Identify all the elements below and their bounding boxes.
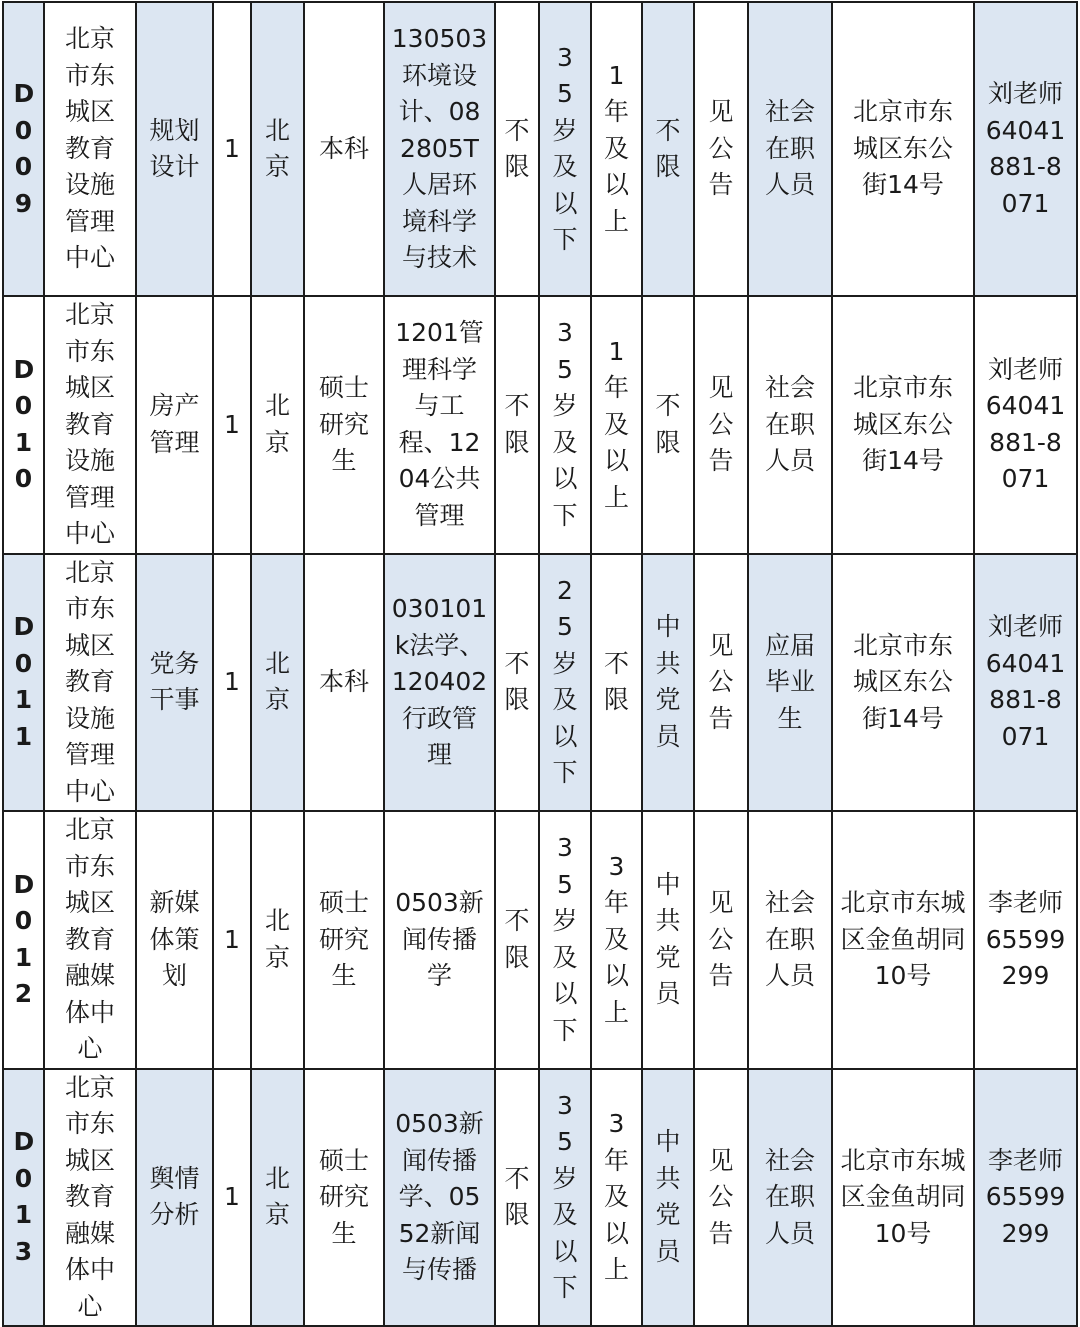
age-cell: 25岁及以下 bbox=[552, 575, 578, 788]
contact-cell: 刘老师64041881-8071 bbox=[985, 79, 1066, 218]
position-name-cell: 新媒体策划 bbox=[149, 888, 200, 990]
position-name-cell: 舆情分析 bbox=[149, 1163, 200, 1230]
experience-cell: 3年及以上 bbox=[603, 1109, 629, 1284]
experience-cell: 1年及以上 bbox=[603, 60, 629, 236]
gender-cell: 不限 bbox=[504, 115, 530, 181]
applicant-source-cell: 社会在职人员 bbox=[764, 373, 815, 475]
education-cell: 本科 bbox=[318, 133, 369, 163]
political-status-cell: 不限 bbox=[655, 115, 681, 181]
education-cell: 本科 bbox=[318, 667, 369, 696]
political-status-cell: 中共党员 bbox=[655, 612, 681, 751]
position-code-cell: D011 bbox=[13, 612, 35, 751]
position-name-cell: 党务干事 bbox=[149, 648, 200, 715]
education-cell: 硕士研究生 bbox=[318, 1145, 369, 1248]
experience-cell: 不限 bbox=[603, 648, 629, 715]
address-cell: 北京市东城区金鱼胡同10号 bbox=[840, 888, 966, 990]
gender-cell: 不限 bbox=[504, 648, 530, 715]
address-cell: 北京市东城区东公街14号 bbox=[852, 373, 953, 475]
other-requirements-cell: 见公告 bbox=[708, 888, 734, 990]
other-requirements-cell: 见公告 bbox=[708, 1145, 734, 1248]
education-cell: 硕士研究生 bbox=[318, 373, 369, 475]
major-cell: 030101k法学、120402行政管理 bbox=[391, 594, 488, 769]
position-name-cell: 规划设计 bbox=[149, 115, 200, 181]
gender-cell: 不限 bbox=[504, 906, 530, 972]
address-cell: 北京市东城区东公街14号 bbox=[852, 630, 953, 733]
political-status-cell: 中共党员 bbox=[655, 869, 681, 1009]
major-cell: 1201管理科学与工程、1204公共管理 bbox=[395, 318, 484, 530]
age-cell: 35岁及以下 bbox=[552, 833, 578, 1045]
positions-table bbox=[2, 1, 1078, 1327]
location-cell: 北京 bbox=[264, 906, 290, 972]
applicant-source-cell: 社会在职人员 bbox=[764, 888, 815, 990]
location-cell: 北京 bbox=[264, 1163, 290, 1230]
table-row bbox=[3, 554, 1077, 812]
table-row bbox=[3, 296, 1077, 554]
table-row bbox=[3, 1069, 1077, 1327]
address-cell: 北京市东城区金鱼胡同10号 bbox=[840, 1145, 966, 1248]
unit-cell: 北京市东城区教育设施管理中心 bbox=[64, 557, 115, 806]
applicant-source-cell: 社会在职人员 bbox=[764, 1145, 815, 1248]
position-code-cell: D013 bbox=[13, 1127, 35, 1266]
contact-cell: 刘老师64041881-8071 bbox=[985, 354, 1066, 494]
age-cell: 35岁及以下 bbox=[552, 318, 578, 530]
applicant-source-cell: 社会在职人员 bbox=[764, 97, 815, 200]
location-cell: 北京 bbox=[264, 648, 290, 715]
major-cell: 130503环境设计、082805T人居环境科学与技术 bbox=[391, 24, 488, 273]
location-cell: 北京 bbox=[264, 391, 290, 457]
count-cell: 1 bbox=[224, 133, 240, 163]
count-cell: 1 bbox=[224, 1182, 240, 1211]
experience-cell: 1年及以上 bbox=[603, 336, 629, 512]
position-code-cell: D010 bbox=[13, 354, 35, 494]
unit-cell: 北京市东城区教育融媒体中心 bbox=[64, 1072, 115, 1321]
address-cell: 北京市东城区东公街14号 bbox=[852, 97, 953, 200]
contact-cell: 李老师65599299 bbox=[985, 888, 1066, 990]
location-cell: 北京 bbox=[264, 115, 290, 181]
table-row bbox=[3, 811, 1077, 1069]
other-requirements-cell: 见公告 bbox=[708, 630, 734, 733]
gender-cell: 不限 bbox=[504, 391, 530, 457]
contact-cell: 刘老师64041881-8071 bbox=[985, 612, 1066, 751]
unit-cell: 北京市东城区教育设施管理中心 bbox=[64, 300, 115, 548]
other-requirements-cell: 见公告 bbox=[708, 97, 734, 200]
count-cell: 1 bbox=[224, 924, 240, 954]
political-status-cell: 中共党员 bbox=[655, 1127, 681, 1266]
unit-cell: 北京市东城区教育设施管理中心 bbox=[64, 24, 115, 273]
political-status-cell: 不限 bbox=[655, 391, 681, 457]
contact-cell: 李老师65599299 bbox=[985, 1145, 1066, 1248]
major-cell: 0503新闻传播学 bbox=[395, 888, 484, 990]
major-cell: 0503新闻传播学、0552新闻与传播 bbox=[395, 1109, 484, 1284]
count-cell: 1 bbox=[224, 409, 240, 439]
other-requirements-cell: 见公告 bbox=[708, 373, 734, 475]
position-name-cell: 房产管理 bbox=[149, 391, 200, 457]
position-code-cell: D009 bbox=[13, 79, 35, 218]
table-row bbox=[3, 2, 1077, 296]
position-code-cell: D012 bbox=[13, 869, 35, 1009]
unit-cell: 北京市东城区教育融媒体中心 bbox=[64, 815, 115, 1063]
age-cell: 35岁及以下 bbox=[552, 1090, 578, 1303]
education-cell: 硕士研究生 bbox=[318, 888, 369, 990]
age-cell: 35岁及以下 bbox=[552, 42, 578, 254]
experience-cell: 3年及以上 bbox=[603, 851, 629, 1027]
applicant-source-cell: 应届毕业生 bbox=[764, 630, 815, 733]
gender-cell: 不限 bbox=[504, 1163, 530, 1230]
count-cell: 1 bbox=[224, 667, 240, 696]
